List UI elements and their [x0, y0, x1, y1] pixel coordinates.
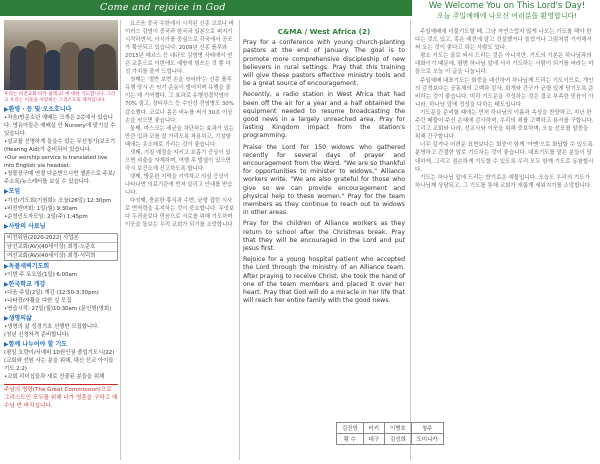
- section-heading: ▶생명의삶: [4, 315, 32, 323]
- announcement-line: (교회와 선원 사는 분을 위해, 대신 선교 아이들 기도 2:2): [4, 358, 114, 373]
- announcement-line: •설교를 선명하게 들을수 있는 무선청기(보조기(Hearing Aid)가 준비되어 있습니다.: [4, 139, 116, 154]
- right-paragraph: 평소 기도는 골로 써서 드리는 것은 아니지만, 기도의 기본은 하나님과의 대화이기 때문에, 평범 하나님 앞에 서서 기도하는 사람이 되기를 바라는 마음으로 오늘 이 글을 나눕니다.: [415, 53, 594, 76]
- prayer-paragraph: Recently, a radio station in West Africa that had been off the air for a year and a half obtained the equipment needed to resume broadcasting the good news in a largely unreached area. Pray for lasting Kingdom impact from the station's programming.: [243, 91, 405, 140]
- announcement-line: •Our worship service is translated live into English via headset.: [4, 155, 108, 170]
- section-heading: ▶독볼새벽기도회: [4, 262, 50, 270]
- right-paragraph: 주일예배에 더불기도할 때, 그냥 자연스럽지 않게 나오는 기도를 해야 한다는 것도 있고, 혹은 예전에 알고 건설했거나 들었거나 그림처럼 기억해서 써 오는 것이 좋다고 하는 사람도 있다.: [415, 29, 592, 52]
- announcement-line: •비전엔여회: 1일(월) 9:30am: [4, 205, 78, 212]
- section-heading: ▶함께 나누어야 할 기도: [4, 341, 68, 349]
- prayer-paragraph: Pray for a conference with young church-planting pastors at the end of January. The goal is to promote more comprehensive discipleship of new believers in rural settings. Pray that this training will give these pastors effective ministry tools and be a great source of encouragement.: [243, 39, 405, 88]
- staff-cell: 이병호: [385, 423, 412, 434]
- announcement-line: (평일 요량이/서예비 10원인권 졸업기도시(22): [4, 350, 115, 357]
- right-paragraph: 주일예배 대표기도는 회중을 대신하여 하나님께 드리는 기도이므로, 개인의 감정보다는 공동체의 고백과 감사, 회개와 간구가 균형 있게 담기도록 준비하는 것이 좋습니다. 미리 기도문을 작성하는 것은 결코 부족한 믿음이 아니라, 하나님 앞에 정성을 다하는 태도입니다.: [415, 77, 594, 108]
- korean-paragraph: 넷째, 방문한 지역을 기억하고 의심 증상이 나타나면 의료기관에 먼저 알리고 안내를 받습니다.: [125, 173, 233, 196]
- announcements-column: [4, 20, 118, 410]
- announcement-line: •기선/기도회(기원회): 오늘(26일) 12:30pm: [4, 197, 111, 204]
- prayer-paragraph: Pray for the children of Alliance workers as they return to school after the Christmas break. Pray that they will be encouraged in the Lord and put Jesus first.: [243, 220, 405, 253]
- column-divider: [410, 20, 411, 460]
- announcement-line: •이번 주 토요일(1일) 6:00am: [4, 271, 78, 278]
- right-article-column: [415, 28, 595, 190]
- announcement-sections-2: [4, 263, 118, 382]
- korean-paragraph: 첫째는 '절반 보면 손을 씻어라'는 신종 플루 유행 당시 손 씻기 운동이 벌어지며 유행을 줄이는 데 기여했다. 그 효과로 유행성결막염이 70% 줄고, 장티푸스 등 수인성 전염병도 30% 감소했다. 코로나 몸은 비누를 써서 30초 이상 손을 씻으면 좋습니다.: [125, 77, 234, 124]
- table-row: 비전위원(2020-2022) 사업본: [5, 234, 117, 243]
- staff-cell: 김성희: [385, 434, 412, 445]
- korean-article-column: [125, 20, 235, 229]
- prayer-paragraph: Rejoice for a young hospital patient who accepted the Lord through the ministry of an Alliance team. After praying to receive Christ, she took the hand of one of the team members and placed it over her heart. Pray that God will do a miracle in her life that will reach her entire family with the good news.: [243, 256, 405, 305]
- korean-paragraph: 다섯째, 충분한 휴식과 수면, 균형 잡힌 식사로 면역력을 유지하는 것이 중요합니다. 무엇보다 두려움보다 믿음으로 서로를 위해 기도하며 이웃을 돌보는 우리 교회가 되기를 소망합니다.: [125, 198, 235, 229]
- announcement-line: •생명의 삶 성경기초 선행반 모집합니다.: [4, 324, 100, 331]
- announcement-line: •나타장/자활을 다한 실 모집: [4, 298, 72, 305]
- korean-paragraph: 요즈음 중국 우한에서 시작된 신종 코로나 바이러스 감염이 중국과 한국과 일본으로 퍼지기 시작하면서, 아시아를 중심으로 각국에서 공포가 확산되고 있습니다. 2009년 신종 플루와 2015년 메르스 등 대규모 감염병 사태에서 얻은 교훈으로 이번에도 예방에 힘쓰는 것 뿐 다섯 가치를 붙여 드립니다.: [125, 21, 235, 76]
- announcement-sections: [4, 106, 118, 231]
- section-heading: ▶환영 · 등 및 오소호니다: [4, 106, 72, 113]
- right-paragraph: 너무 길거나 어려운 표현보다는 회중이 함께 '아멘'으로 화답할 수 있도록 분명하고 간결한 말로 기도하는 것이 좋습니다. 대표기도를 맡은 분들이 담대하게, 그리고 겸손하게 기도할 수 있도록 우리 모두 함께 기도로 동참합시다.: [415, 142, 594, 173]
- photo-caption: 우리는 비전교회 타카 물레고! 에 대한 기도합니다. 그리고 우리는 이웃을 사랑하는 그리스도의 제자입니다.: [4, 92, 116, 103]
- staff-cell: 대구: [363, 434, 384, 445]
- section-heading: ▶모임: [4, 188, 21, 196]
- staff-cell: 김진영: [337, 423, 364, 434]
- welcome-title: We Welcome You on This Lord's Day!: [428, 1, 586, 11]
- announcement-line: •순정인도자모임: 2일(주) 1:45pm: [4, 213, 88, 220]
- english-prayer-column: [243, 28, 405, 309]
- staff-cell: 터키: [363, 423, 384, 434]
- announcement-line: •교회 리더십들과 새로 선출된 분들을 위해: [4, 374, 105, 381]
- table-row: 여선교회(AV)(40세이상) 최정-서덕희: [7, 252, 96, 259]
- staff-row: [337, 423, 444, 434]
- welcome-subtitle: 오늘 주일예배에 나오신 여러분을 환영합니다!: [436, 12, 578, 20]
- committee-table: [4, 233, 118, 261]
- staff-row: [337, 434, 444, 445]
- announcement-line: •청몰장구매 연결 다운받으시면 셸폰으로 주보/주소록/뉴스레터를 보실 수 있습니다.: [4, 171, 115, 186]
- right-paragraph: 기도문을 준비할 때에는 먼저 하나님의 이름과 속성을 찬양하고, 지난 한 주간 베풀어 주신 은혜에 감사하며, 우리의 죄를 고백하고 용서를 구합니다. 그리고 교회와 나라, 선교사와 이웃을 위해 중보하며, 오늘 선포될 말씀을 위해 간구합니다.: [415, 109, 594, 141]
- table-row: 남선교회(AV)(40세이상) 최정-노준호: [5, 243, 117, 252]
- right-header: [414, 0, 600, 24]
- group-photo: [4, 20, 118, 90]
- column-divider: [239, 20, 240, 460]
- staff-cell: 황 수: [337, 434, 364, 445]
- prayer-title: C&MA / West Africa (2): [277, 27, 371, 36]
- announcement-line: •처음/방문소년 예배는 크개은 2층에서 있습니다. 영유아들은 예배실 안 Nursery에 맡기실 수 있습니다.: [4, 115, 116, 138]
- section-heading: ▶사랑의 사료님: [4, 222, 46, 230]
- missionary-table: [336, 422, 444, 445]
- korean-paragraph: 셋째, 기침 예절을 지키고 호흡기 증상이 있으면 외출을 자제하며, 여행 후 발열이 있으면 즉시 보건소에 신고하도록 합니다.: [125, 149, 231, 172]
- prayer-paragraph: Praise the Lord for 150 widows who gathered recently for several days of prayer and encouragement from the Word. "We are so thankful for opportunities to minister to widows," Alliance workers write. "We are also grateful for those who give so we can provide encouragement and physical help to these women." Pray for the team members as they continue to reach out to widows in other areas.: [243, 143, 405, 217]
- closing-note: 주님의 명령(The Great Commission)으로 그리스도인 모두를 위해 나가 영혼을 구하고 예수님 반 바치십니다.: [4, 384, 118, 410]
- column-divider: [120, 20, 121, 460]
- announcement-line: •연습시작: 27일(월)10:30am (문인형)영회): [4, 306, 112, 313]
- staff-cell: 청주: [411, 423, 443, 434]
- right-paragraph: 기도는 하나님 앞에 드리는 향기로운 예물입니다. 오늘도 우리의 기도가 하나님께 상달되고, 그 기도를 통해 교회가 새롭게 세워지기를 소망합니다.: [415, 174, 592, 189]
- left-header-bar: [0, 0, 412, 16]
- announcement-line: •다음 주일(2일) 개강 (12:50-3:30pm): [4, 289, 99, 296]
- left-header-title: Come and rejoice in God: [100, 2, 226, 13]
- prayer-paragraphs: [243, 39, 405, 305]
- korean-paragraph: 둘째, 마스크는 세균을 차단하는 효과가 있는 만큼 입과 코를 잘 가리도록 착용하고, 기침할 때에는 옷소매로 가리는 것이 좋습니다.: [125, 125, 235, 148]
- announcement-line: (청년 신청자격 준비합니다): [4, 332, 69, 339]
- section-heading: ▶한국학교 개강: [4, 280, 46, 288]
- staff-cell: 도미니카: [411, 434, 443, 445]
